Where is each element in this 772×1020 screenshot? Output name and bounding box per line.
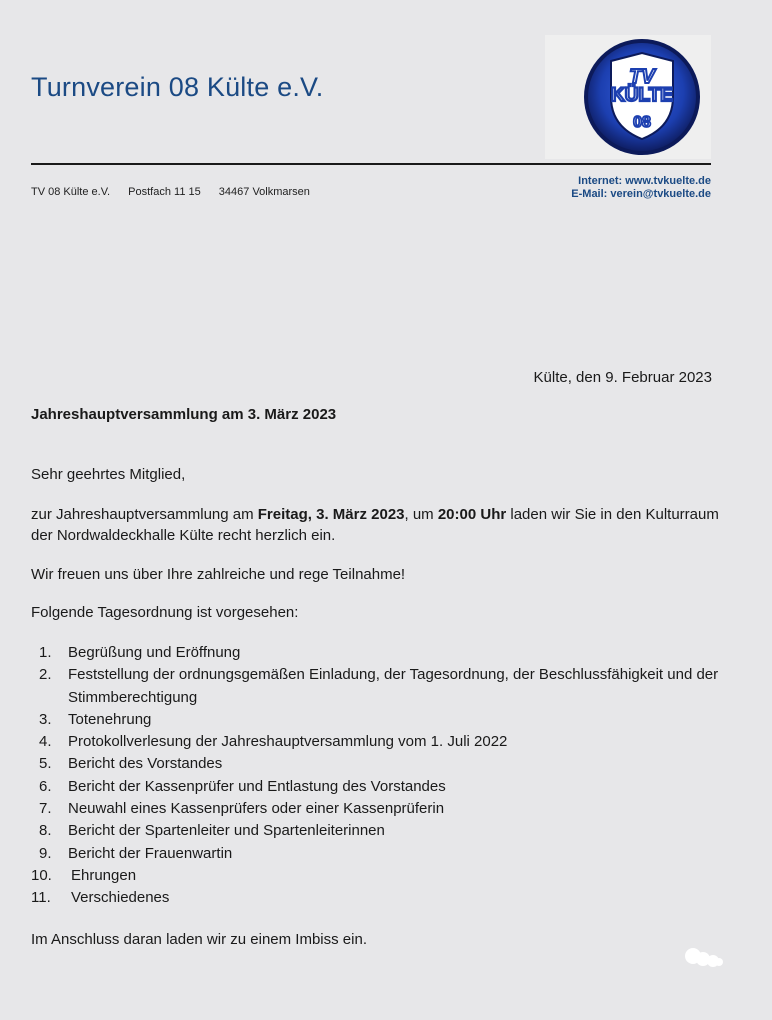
agenda-item <box>31 776 731 798</box>
agenda-text: Ehrungen <box>71 866 137 884</box>
agenda-text: Feststellung der ordnungsgemäßen Einladung, der Tagesordnung, der Beschlussfähigkeit und der Stimmberechtigung <box>68 666 719 706</box>
header-divider <box>31 163 711 165</box>
agenda-number: 10. <box>31 866 52 884</box>
agenda-number: 1. <box>39 644 52 661</box>
agenda-text: Bericht der Kassenprüfer und Entlastung des Vorstandes <box>68 777 446 795</box>
logo-main-text: KÜLTE <box>611 85 673 106</box>
invitation-date: Freitag, 3. März 2023 <box>257 506 405 523</box>
agenda-item <box>31 731 731 753</box>
sender-postbox: Postfach 11 15 <box>128 186 201 198</box>
paper-smudge <box>684 944 724 968</box>
agenda-item <box>31 642 731 664</box>
agenda-item <box>31 664 731 709</box>
agenda-number: 7. <box>39 800 52 818</box>
invitation-text-2: , um <box>404 506 438 523</box>
agenda-number: 9. <box>39 844 52 862</box>
agenda-text: Protokollverlesung der Jahreshauptversammlung vom 1. Juli 2022 <box>68 733 508 751</box>
closing-line: Im Anschluss daran laden wir zu einem Imbiss ein. <box>31 931 367 948</box>
sender-city: 34467 Volkmarsen <box>218 186 310 198</box>
contact-internet: Internet: www.tvkuelte.de <box>578 175 711 187</box>
agenda-text: Bericht der Spartenleiter und Spartenleiterinnen <box>68 822 385 840</box>
agenda-number: 3. <box>39 710 52 728</box>
agenda-text: Verschiedenes <box>71 889 170 907</box>
agenda-number: 6. <box>39 777 52 795</box>
agenda-item <box>31 887 731 909</box>
contact-email: E-Mail: verein@tvkuelte.de <box>571 188 711 200</box>
club-logo <box>545 35 711 159</box>
sender-line <box>31 186 325 198</box>
agenda-number: 4. <box>39 733 52 751</box>
agenda-item <box>31 865 731 887</box>
greeting: Sehr geehrtes Mitglied, <box>31 466 186 483</box>
agenda-item <box>31 843 731 865</box>
agenda-text: Totenehrung <box>68 710 152 728</box>
agenda-text: Neuwahl eines Kassenprüfers oder einer Kassenprüferin <box>68 800 445 818</box>
agenda-item <box>31 753 731 775</box>
logo-top-text: TV <box>629 66 655 88</box>
agenda-item <box>31 820 731 842</box>
invitation-text-1: zur Jahreshauptversammlung am <box>31 506 258 523</box>
agenda-item <box>31 798 731 820</box>
agenda-number: 5. <box>39 755 52 773</box>
invitation-paragraph <box>31 504 731 546</box>
date-line: Külte, den 9. Februar 2023 <box>533 369 712 386</box>
agenda-text: Begrüßung und Eröffnung <box>68 644 241 661</box>
looking-forward: Wir freuen uns über Ihre zahlreiche und rege Teilnahme! <box>31 566 406 583</box>
contact-block <box>571 175 711 201</box>
club-logo-icon <box>545 35 711 159</box>
agenda-number: 2. <box>39 666 52 684</box>
logo-bottom-text: 08 <box>633 114 651 131</box>
invitation-time: 20:00 Uhr <box>437 506 507 523</box>
agenda-text: Bericht des Vorstandes <box>68 755 223 773</box>
org-name: Turnverein 08 Külte e.V. <box>31 72 324 102</box>
agenda-text: Bericht der Frauenwartin <box>68 844 233 862</box>
invitation-text-3: laden wir Sie in den Kulturraum der Nordwaldeckhalle Külte recht herzlich ein. <box>31 506 719 544</box>
agenda-number: 8. <box>39 822 52 840</box>
agenda-list <box>31 642 731 910</box>
agenda-number: 11. <box>31 889 51 907</box>
sender-name: TV 08 Külte e.V. <box>31 186 111 198</box>
agenda-item <box>31 709 731 731</box>
agenda-intro: Folgende Tagesordnung ist vorgesehen: <box>31 604 299 621</box>
subject-line: Jahreshauptversammlung am 3. März 2023 <box>31 406 337 423</box>
